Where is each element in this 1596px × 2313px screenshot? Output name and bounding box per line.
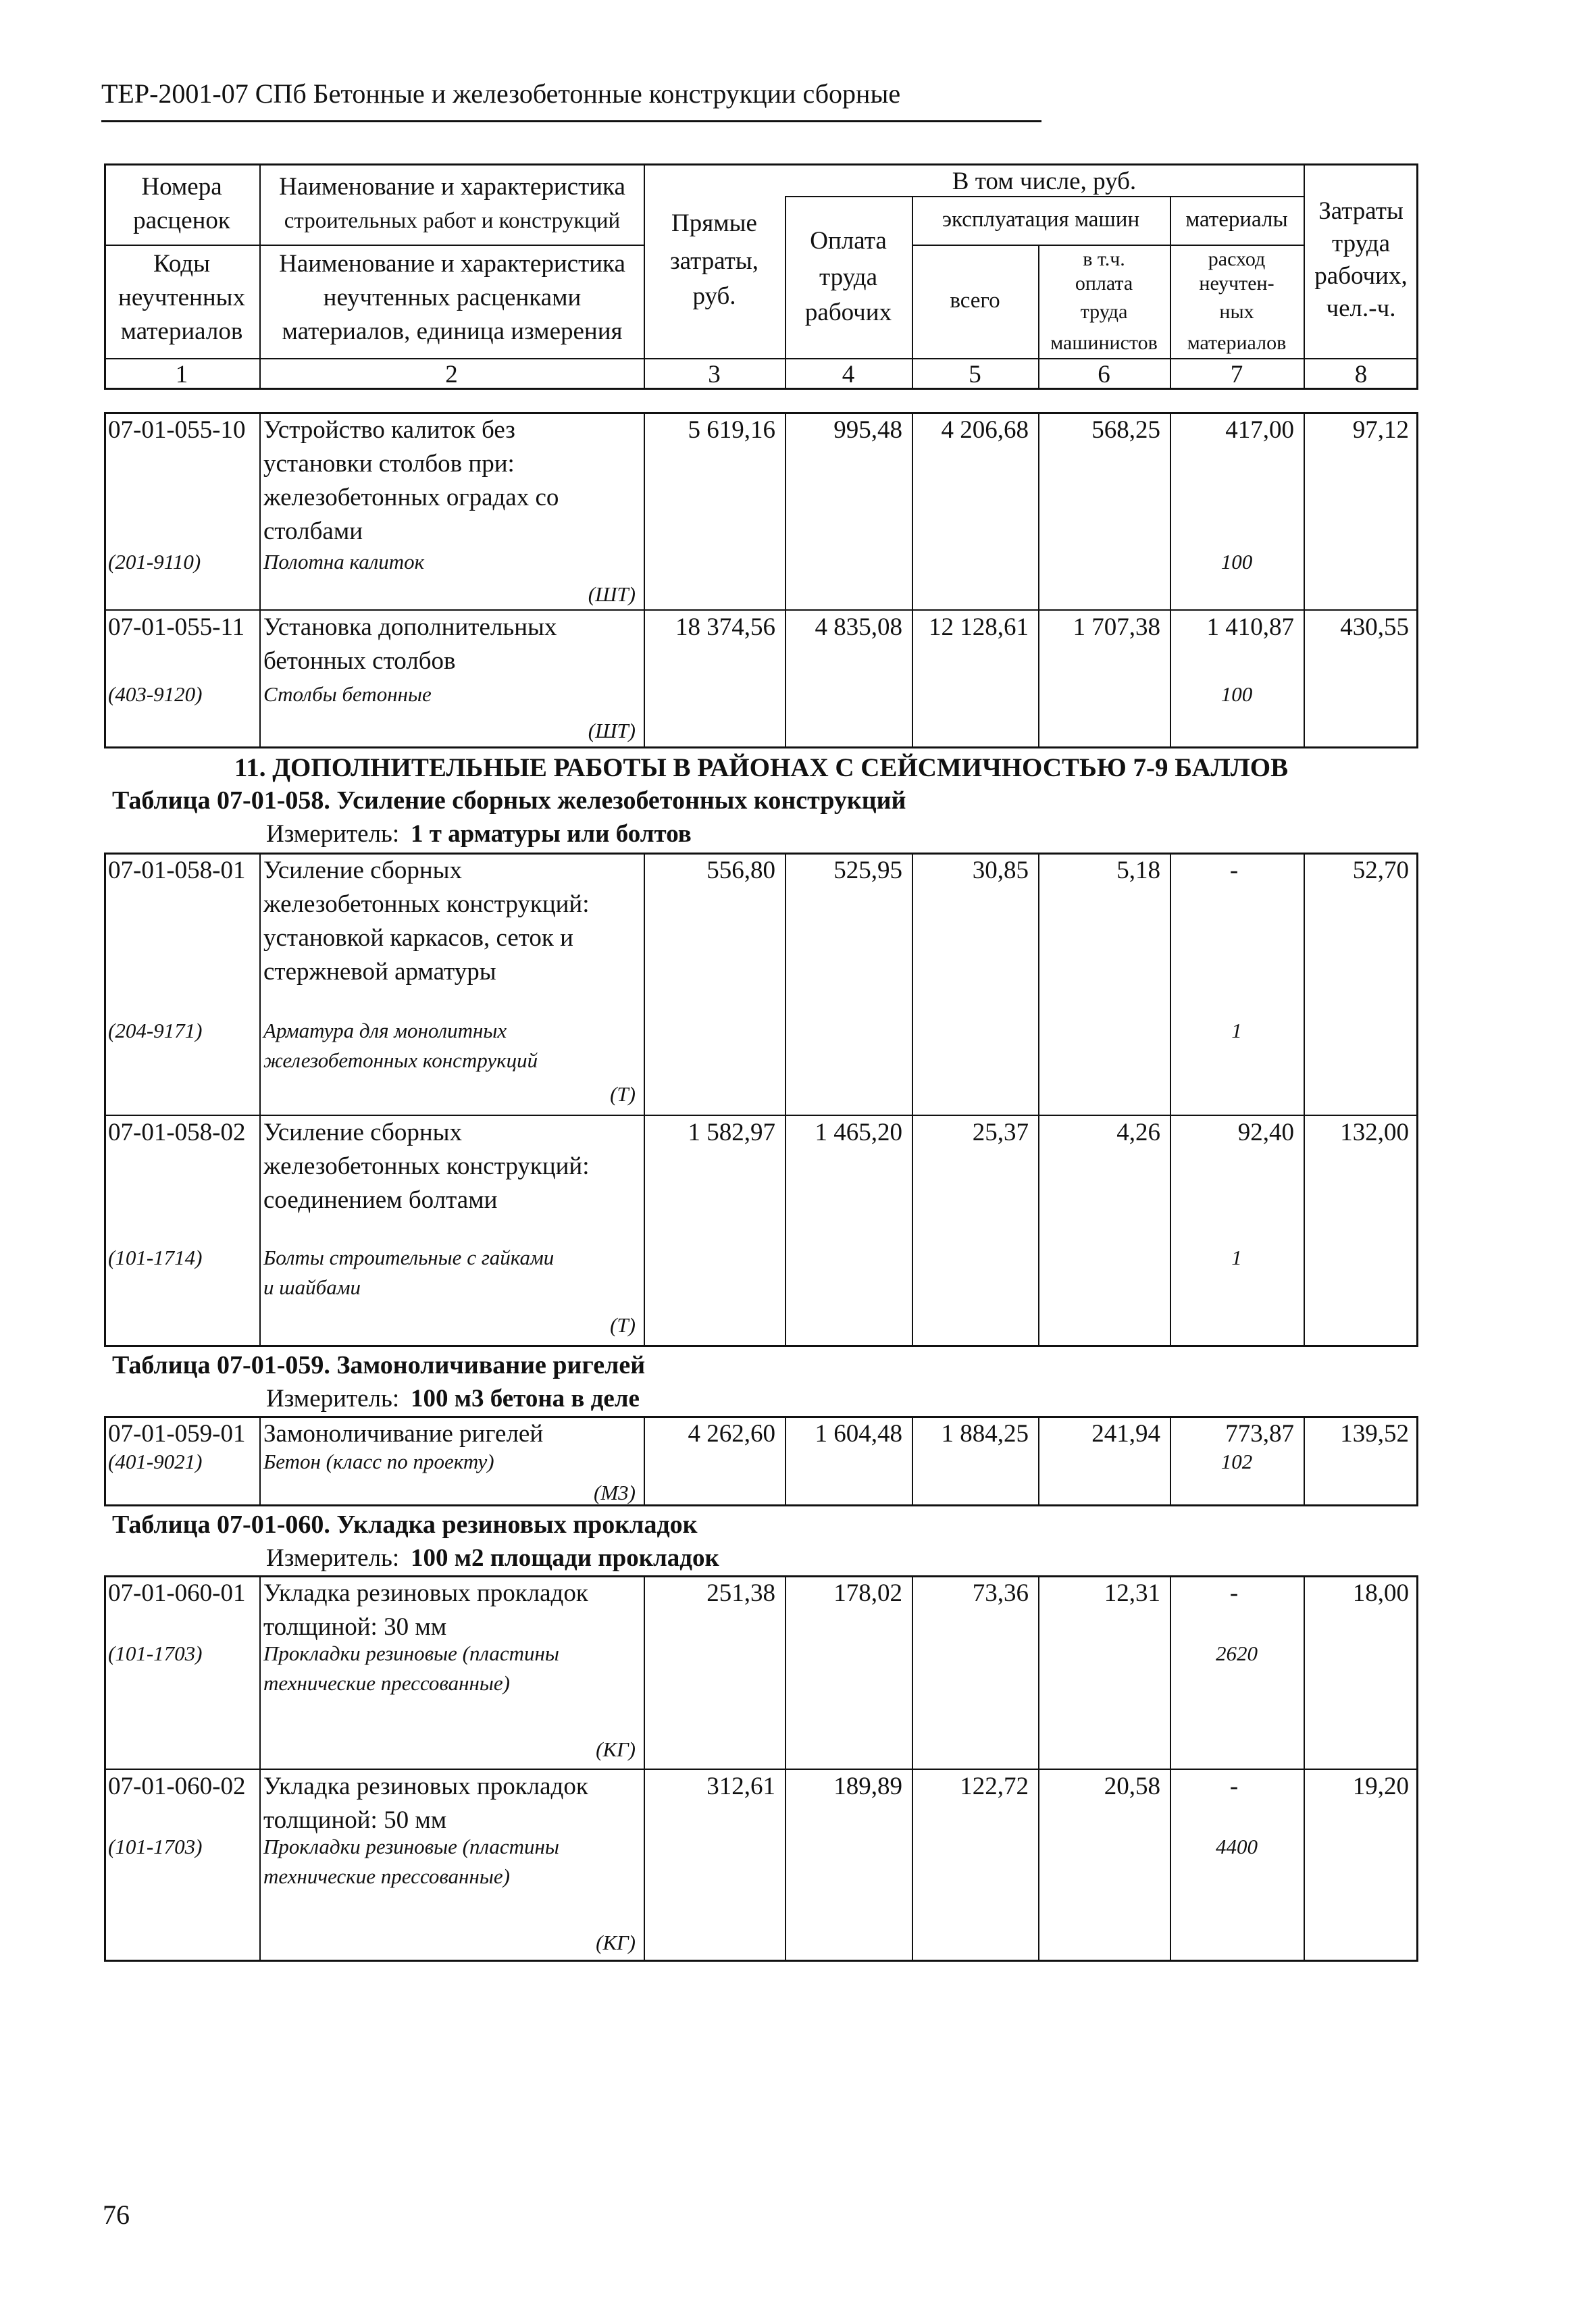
table-title: Таблица 07-01-060. Укладка резиновых прокладок: [112, 1510, 698, 1539]
materials-cost: 417,00: [1225, 416, 1294, 444]
head-col1-line: расценок: [133, 207, 230, 234]
section-title: 11. ДОПОЛНИТЕЛЬНЫЕ РАБОТЫ В РАЙОНАХ С СЕЙСМИЧНОСТЬЮ 7-9 БАЛЛОВ: [234, 753, 1289, 782]
labor-hours: 97,12: [1352, 416, 1409, 444]
head-col8-line: Затраты: [1318, 197, 1404, 225]
work-name-line: толщиной: 30 мм: [263, 1613, 447, 1641]
column-divider: [644, 1416, 645, 1506]
machines-total: 12 128,61: [929, 613, 1029, 641]
page-header: ТЕР-2001-07 СПб Бетонные и железобетонные конструкции сборные: [101, 78, 901, 109]
labor-pay: 1 604,48: [815, 1420, 902, 1448]
work-name-line: бетонных столбов: [263, 647, 456, 675]
column-divider: [785, 853, 786, 1347]
material-name-line: Бетон (класс по проекту): [263, 1450, 494, 1473]
head-col7-line: неучтен-: [1199, 272, 1275, 295]
labor-hours: 19,20: [1352, 1773, 1409, 1800]
head-col3-line: затраты,: [670, 247, 758, 275]
rate-code: 07-01-059-01: [108, 1420, 246, 1448]
material-quantity: 1: [1231, 1019, 1242, 1042]
direct-cost: 251,38: [706, 1579, 775, 1607]
material-name-line: Арматура для монолитных: [263, 1019, 507, 1042]
material-quantity: 100: [1220, 550, 1253, 574]
work-name-line: соединением болтами: [263, 1186, 498, 1214]
material-unit: (КГ): [596, 1931, 636, 1954]
material-name-line: Прокладки резиновые (пластины: [263, 1835, 559, 1858]
work-name-line: установки столбов при:: [263, 450, 515, 478]
direct-cost: 312,61: [706, 1773, 775, 1800]
head-col6-line: машинистов: [1050, 332, 1158, 354]
materials-cost: 1 410,87: [1206, 613, 1294, 641]
header-rule: [101, 120, 1041, 122]
column-divider: [1304, 412, 1305, 748]
head-materials: материалы: [1185, 207, 1288, 232]
page-number: 76: [103, 2200, 130, 2230]
meter-value: 100 м2 площади прокладок: [411, 1544, 719, 1572]
material-quantity: 1: [1231, 1246, 1242, 1269]
col-number: 3: [708, 361, 721, 388]
labor-pay: 525,95: [833, 857, 902, 884]
head-col1-line: Коды: [153, 250, 210, 278]
column-divider: [1304, 853, 1305, 1347]
col-number: 8: [1354, 361, 1368, 388]
head-col7-line: материалов: [1187, 332, 1287, 354]
labor-pay: 995,48: [833, 416, 902, 444]
head-divider: [104, 245, 644, 246]
material-code: (101-1714): [108, 1246, 203, 1269]
material-quantity: 102: [1220, 1450, 1253, 1473]
material-name-line: и шайбами: [263, 1275, 361, 1299]
head-col8-line: чел.-ч.: [1326, 295, 1396, 322]
head-col6-line: труда: [1080, 301, 1128, 323]
labor-hours: 52,70: [1352, 857, 1409, 884]
work-name-line: железобетонных конструкций:: [263, 1152, 590, 1180]
column-divider: [912, 412, 913, 748]
work-name-line: Укладка резиновых прокладок: [263, 1579, 588, 1607]
head-col7-line: ных: [1219, 301, 1254, 323]
column-divider: [644, 412, 645, 748]
head-col1-line: материалов: [120, 317, 243, 345]
machines-total: 4 206,68: [941, 416, 1029, 444]
direct-cost: 5 619,16: [688, 416, 775, 444]
column-divider: [1038, 1416, 1039, 1506]
material-name-line: Прокладки резиновые (пластины: [263, 1642, 559, 1665]
direct-cost: 18 374,56: [675, 613, 775, 641]
material-name-line: Болты строительные с гайками: [263, 1246, 555, 1269]
machines-total: 30,85: [972, 857, 1029, 884]
machines-total: 73,36: [972, 1579, 1029, 1607]
labor-pay: 1 465,20: [815, 1119, 902, 1146]
labor-pay: 189,89: [833, 1773, 902, 1800]
head-col6-line: в т.ч.: [1083, 248, 1125, 270]
machinists-pay: 12,31: [1104, 1579, 1160, 1607]
meter-value: 100 м3 бетона в деле: [411, 1385, 640, 1413]
col-number: 6: [1098, 361, 1110, 388]
col-number: 7: [1230, 361, 1243, 388]
column-divider: [1304, 1416, 1305, 1506]
table-title: Таблица 07-01-059. Замоноличивание ригелей: [112, 1351, 646, 1379]
head-col2-line: материалов, единица измерения: [282, 317, 623, 345]
material-name-line: технические прессованные): [263, 1864, 510, 1888]
head-machines: эксплуатация машин: [942, 207, 1140, 232]
head-col7-line: расход: [1208, 248, 1266, 270]
material-unit: (Т): [610, 1313, 636, 1337]
material-code: (101-1703): [108, 1642, 203, 1665]
head-col1-line: Номера: [141, 173, 222, 201]
work-name-line: железобетонных оградах со: [263, 484, 559, 511]
work-name-line: Замоноличивание ригелей: [263, 1420, 544, 1448]
column-divider: [644, 853, 645, 1347]
machinists-pay: 241,94: [1091, 1420, 1160, 1448]
meter-value: 1 т арматуры или болтов: [411, 820, 692, 848]
work-name-line: толщиной: 50 мм: [263, 1806, 447, 1834]
material-unit: (Т): [610, 1082, 636, 1106]
head-col2-line: неучтенных расценками: [323, 284, 582, 311]
labor-pay: 178,02: [833, 1579, 902, 1607]
head-col8-line: труда: [1331, 230, 1391, 257]
rate-code: 07-01-060-01: [108, 1579, 246, 1607]
rate-code: 07-01-058-01: [108, 857, 246, 884]
meter-label: Измеритель:: [266, 1385, 400, 1413]
column-divider: [912, 1416, 913, 1506]
work-name-line: установкой каркасов, сеток и: [263, 924, 573, 952]
work-name-line: стержневой арматуры: [263, 958, 496, 986]
column-divider: [1038, 853, 1039, 1347]
col-number: 5: [969, 361, 981, 388]
materials-cost: -: [1229, 857, 1239, 884]
column-divider: [1038, 412, 1039, 748]
col-number: 2: [445, 361, 458, 388]
material-code: (403-9120): [108, 682, 203, 706]
table-title: Таблица 07-01-058. Усиление сборных железобетонных конструкций: [112, 786, 906, 815]
machines-total: 25,37: [972, 1119, 1029, 1146]
rate-code: 07-01-055-11: [108, 613, 245, 641]
material-code: (101-1703): [108, 1835, 203, 1858]
work-name-line: Установка дополнительных: [263, 613, 557, 641]
direct-cost: 4 262,60: [688, 1420, 775, 1448]
head-col6-line: оплата: [1075, 272, 1133, 295]
head-group: В том числе, руб.: [952, 168, 1137, 195]
col-number: 1: [175, 361, 188, 388]
material-name-line: Столбы бетонные: [263, 682, 432, 706]
materials-cost: 773,87: [1225, 1420, 1294, 1448]
machinists-pay: 5,18: [1116, 857, 1160, 884]
material-quantity: 2620: [1216, 1642, 1258, 1665]
materials-cost: -: [1229, 1773, 1239, 1800]
machines-total: 122,72: [960, 1773, 1029, 1800]
col-number: 4: [842, 361, 855, 388]
column-divider: [785, 412, 786, 748]
head-col8-line: рабочих,: [1314, 262, 1408, 290]
work-name-line: Усиление сборных: [263, 1119, 462, 1146]
head-col2-line: Наименование и характеристика: [279, 250, 625, 278]
column-divider: [785, 1416, 786, 1506]
material-unit: (ШТ): [588, 582, 636, 606]
machinists-pay: 4,26: [1116, 1119, 1160, 1146]
material-name-line: железобетонных конструкций: [263, 1048, 538, 1072]
work-name-line: Усиление сборных: [263, 857, 462, 884]
labor-hours: 18,00: [1352, 1579, 1409, 1607]
meter-label: Измеритель:: [266, 1544, 400, 1572]
head-col3-line: Прямые: [671, 209, 757, 237]
material-name-line: технические прессованные): [263, 1671, 510, 1695]
head-col4-line: Оплата: [810, 227, 887, 255]
material-unit: (ШТ): [588, 719, 636, 742]
rate-code: 07-01-060-02: [108, 1773, 246, 1800]
head-col2-line: Наименование и характеристика: [279, 173, 625, 201]
material-code: (401-9021): [108, 1450, 203, 1473]
labor-hours: 132,00: [1340, 1119, 1409, 1146]
meter-label: Измеритель:: [266, 820, 400, 848]
material-unit: (КГ): [596, 1737, 636, 1761]
material-unit: (М3): [594, 1481, 636, 1504]
materials-cost: -: [1229, 1579, 1239, 1607]
machinists-pay: 20,58: [1104, 1773, 1160, 1800]
materials-cost: 92,40: [1237, 1119, 1294, 1146]
work-name-line: Укладка резиновых прокладок: [263, 1773, 588, 1800]
labor-pay: 4 835,08: [815, 613, 902, 641]
machinists-pay: 1 707,38: [1073, 613, 1160, 641]
labor-hours: 430,55: [1340, 613, 1409, 641]
direct-cost: 556,80: [706, 857, 775, 884]
machines-total: 1 884,25: [941, 1420, 1029, 1448]
material-quantity: 4400: [1216, 1835, 1258, 1858]
work-name-line: железобетонных конструкций:: [263, 890, 590, 918]
material-name-line: Полотна калиток: [263, 550, 425, 574]
machinists-pay: 568,25: [1091, 416, 1160, 444]
material-code: (204-9171): [108, 1019, 203, 1042]
labor-hours: 139,52: [1340, 1420, 1409, 1448]
head-col4-line: рабочих: [804, 299, 892, 326]
head-col4-line: труда: [819, 263, 878, 291]
direct-cost: 1 582,97: [688, 1119, 775, 1146]
material-quantity: 100: [1220, 682, 1253, 706]
rate-code: 07-01-055-10: [108, 416, 246, 444]
head-col3-line: руб.: [692, 282, 736, 310]
column-divider: [912, 853, 913, 1347]
head-col1-line: неучтенных: [118, 284, 245, 311]
work-name-line: столбами: [263, 517, 363, 545]
work-name-line: Устройство калиток без: [263, 416, 515, 444]
material-code: (201-9110): [108, 550, 201, 574]
head-col5: всего: [950, 288, 1000, 313]
head-col2-line: строительных работ и конструкций: [284, 209, 621, 233]
rate-code: 07-01-058-02: [108, 1119, 246, 1146]
